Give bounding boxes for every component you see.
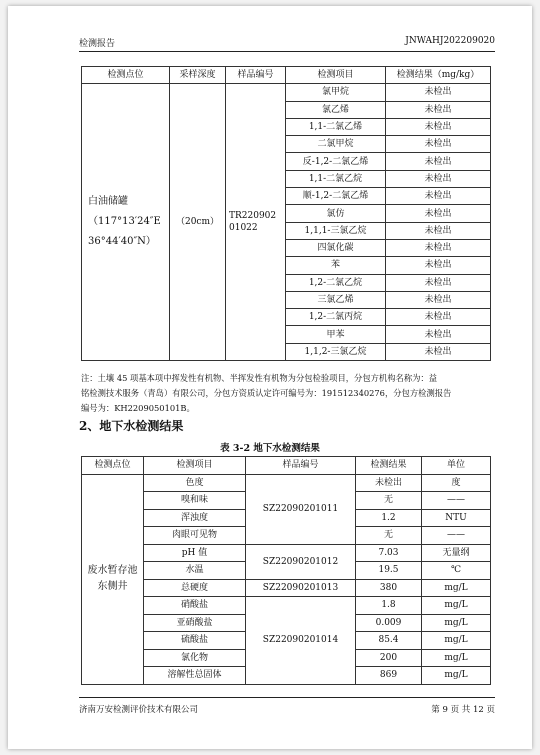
test-item: 顺-1,2-二氯乙烯 xyxy=(286,188,386,205)
sampling-location: 白油储罐 （117°13′24″E 36°44′40″N） xyxy=(82,84,170,361)
test-unit: mg/L xyxy=(422,632,491,650)
test-result: 7.03 xyxy=(356,544,422,562)
test-result: 85.4 xyxy=(356,632,422,650)
col-header: 采样深度 xyxy=(170,67,226,84)
test-item: 四氯化碳 xyxy=(286,239,386,256)
test-item: 1,1,1-三氯乙烷 xyxy=(286,222,386,239)
test-result: 无 xyxy=(356,527,422,545)
test-item: 氯化物 xyxy=(144,649,246,667)
test-result: 未检出 xyxy=(386,257,491,274)
section-title: 2、地下水检测结果 xyxy=(79,419,184,433)
test-unit: ℃ xyxy=(422,562,491,580)
test-item: 色度 xyxy=(144,474,246,492)
test-item: 氯甲烷 xyxy=(286,84,386,101)
test-item: 三氯乙烯 xyxy=(286,291,386,308)
test-unit: —— xyxy=(422,492,491,510)
test-item: 硫酸盐 xyxy=(144,632,246,650)
col-header: 样品编号 xyxy=(226,67,286,84)
test-item: 嗅和味 xyxy=(144,492,246,510)
test-item: 溶解性总固体 xyxy=(144,667,246,685)
test-unit: mg/L xyxy=(422,614,491,632)
page-number: 第 9 页 共 12 页 xyxy=(431,705,495,715)
test-item: 水温 xyxy=(144,562,246,580)
test-item: 1,1-二氯乙烯 xyxy=(286,118,386,135)
header-title: 检测报告 xyxy=(79,39,116,49)
test-result: 未检出 xyxy=(386,170,491,187)
test-item: 氯仿 xyxy=(286,205,386,222)
test-item: 硝酸盐 xyxy=(144,597,246,615)
test-result: 未检出 xyxy=(386,222,491,239)
test-result: 1.2 xyxy=(356,509,422,527)
table-header-row xyxy=(82,457,491,475)
test-result: 未检出 xyxy=(386,343,491,360)
test-item: 肉眼可见物 xyxy=(144,527,246,545)
header-rule xyxy=(79,51,495,52)
test-result: 未检出 xyxy=(386,239,491,256)
sampling-location: 废水暂存池 东侧井 xyxy=(82,474,144,684)
test-item: 浑浊度 xyxy=(144,509,246,527)
test-item: 苯 xyxy=(286,257,386,274)
test-result: 未检出 xyxy=(386,101,491,118)
test-result: 未检出 xyxy=(386,309,491,326)
test-unit: mg/L xyxy=(422,579,491,597)
test-result: 未检出 xyxy=(386,188,491,205)
col-header: 样品编号 xyxy=(246,457,356,475)
col-header: 检测点位 xyxy=(82,457,144,475)
test-item: 1,1,2-三氯乙烷 xyxy=(286,343,386,360)
test-item: 1,2-二氯乙烷 xyxy=(286,274,386,291)
table-row xyxy=(82,579,491,597)
col-header: 检测结果 xyxy=(356,457,422,475)
sampling-depth: （20cm） xyxy=(170,84,226,361)
test-item: 总硬度 xyxy=(144,579,246,597)
test-result: 19.5 xyxy=(356,562,422,580)
col-header: 检测点位 xyxy=(82,67,170,84)
sample-id: TR220902 01022 xyxy=(226,84,286,361)
test-item: pH 值 xyxy=(144,544,246,562)
col-header: 检测项目 xyxy=(286,67,386,84)
subcontract-note: 注：土壤 45 项基本项中挥发性有机物、半挥发性有机物为分包检验项目，分包方机构名称为：益 铭检测技术服务（青岛）有限公司，分包方资质认定许可编号为：191512340276，分包方检测报告 编号为：KH2209050101B。 xyxy=(81,373,452,413)
test-unit: NTU xyxy=(422,509,491,527)
report-number: JNWAHJ202209020 xyxy=(405,36,495,46)
test-result: 未检出 xyxy=(386,118,491,135)
test-result: 未检出 xyxy=(386,84,491,101)
test-result: 1.8 xyxy=(356,597,422,615)
test-result: 未检出 xyxy=(356,474,422,492)
test-item: 反-1,2-二氯乙烯 xyxy=(286,153,386,170)
test-item: 亚硝酸盐 xyxy=(144,614,246,632)
soil-results-table xyxy=(81,66,491,361)
sample-id: SZ22090201012 xyxy=(246,544,356,579)
test-result: 未检出 xyxy=(386,153,491,170)
test-item: 1,2-二氯丙烷 xyxy=(286,309,386,326)
test-result: 未检出 xyxy=(386,274,491,291)
groundwater-results-table xyxy=(81,456,491,685)
test-result: 未检出 xyxy=(386,205,491,222)
sample-id: SZ22090201011 xyxy=(246,474,356,544)
table-row xyxy=(82,474,491,492)
col-header: 检测项目 xyxy=(144,457,246,475)
footer-company: 济南万安检测评价技术有限公司 xyxy=(79,705,199,715)
test-unit: mg/L xyxy=(422,649,491,667)
test-unit: mg/L xyxy=(422,667,491,685)
table-caption: 表 3-2 地下水检测结果 xyxy=(220,443,320,454)
footer-rule xyxy=(79,697,495,698)
test-result: 未检出 xyxy=(386,136,491,153)
test-result: 200 xyxy=(356,649,422,667)
test-result: 0.009 xyxy=(356,614,422,632)
test-item: 甲苯 xyxy=(286,326,386,343)
table-header-row xyxy=(82,67,491,84)
test-result: 869 xyxy=(356,667,422,685)
sample-id: SZ22090201014 xyxy=(246,597,356,685)
test-item: 氯乙烯 xyxy=(286,101,386,118)
table-row xyxy=(82,544,491,562)
test-result: 未检出 xyxy=(386,326,491,343)
test-result: 无 xyxy=(356,492,422,510)
test-item: 1,1-二氯乙烷 xyxy=(286,170,386,187)
col-header: 单位 xyxy=(422,457,491,475)
table-row xyxy=(82,597,491,615)
test-unit: 无量纲 xyxy=(422,544,491,562)
col-header: 检测结果（mg/kg） xyxy=(386,67,491,84)
test-unit: —— xyxy=(422,527,491,545)
test-unit: mg/L xyxy=(422,597,491,615)
table-row xyxy=(82,84,491,101)
sample-id: SZ22090201013 xyxy=(246,579,356,597)
test-result: 380 xyxy=(356,579,422,597)
test-item: 二氯甲烷 xyxy=(286,136,386,153)
test-result: 未检出 xyxy=(386,291,491,308)
test-unit: 度 xyxy=(422,474,491,492)
